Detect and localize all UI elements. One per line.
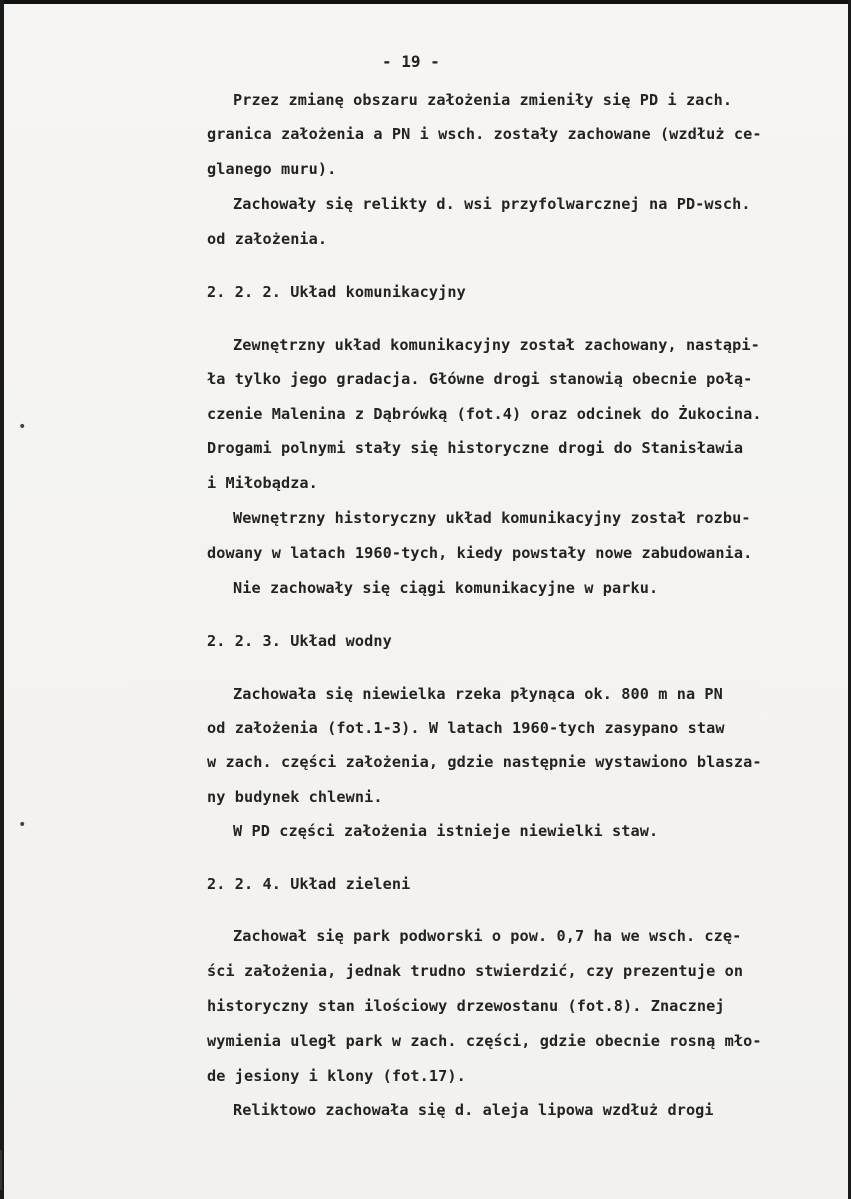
text-line: Zachowały się relikty d. wsi przyfolwarcznej na PD-wsch. (233, 195, 751, 213)
text-line: Nie zachowały się ciągi komunikacyjne w parku. (233, 579, 659, 597)
text-line: Wewnętrzny historyczny układ komunikacyjny został rozbu- (233, 509, 751, 527)
text-line: Przez zmianę obszaru założenia zmieniły się PD i zach. (233, 91, 733, 109)
text-line: ny budynek chlewni. (207, 788, 383, 806)
scan-border-left (0, 0, 4, 1199)
text-line: wymienia uległ park w zach. części, gdzie obecnie rosną mło- (207, 1032, 762, 1050)
scan-speck: • (18, 419, 27, 435)
text-line: Drogami polnymi stały się historyczne drogi do Stanisławia (207, 439, 744, 457)
text-line: od założenia (fot.1-3). W latach 1960-tych zasypano staw (207, 719, 725, 737)
scan-border-top (0, 0, 851, 4)
page-number: - 19 - (382, 52, 440, 71)
scan-edge-mark (0, 1150, 2, 1190)
text-line: granica założenia a PN i wsch. zostały zachowane (wzdłuż ce- (207, 125, 762, 143)
section-heading: 2. 2. 4. Układ zieleni (207, 875, 411, 893)
text-line: Zewnętrzny układ komunikacyjny został zachowany, nastąpi- (233, 336, 760, 354)
text-line: glanego muru). (207, 160, 337, 178)
text-line: w zach. części założenia, gdzie następnie wystawiono blasza- (207, 753, 762, 771)
text-line: Zachował się park podworski o pow. 0,7 ha we wsch. czę- (233, 927, 742, 945)
scan-speck: • (18, 817, 27, 833)
text-line: de jesiony i klony (fot.17). (207, 1067, 466, 1085)
text-line: i Miłobądza. (207, 474, 318, 492)
section-heading: 2. 2. 3. Układ wodny (207, 632, 392, 650)
text-line: dowany w latach 1960-tych, kiedy powstały nowe zabudowania. (207, 544, 753, 562)
text-line: Reliktowo zachowała się d. aleja lipowa wzdłuż drogi (233, 1101, 714, 1119)
text-line: ści założenia, jednak trudno stwierdzić, czy prezentuje on (207, 962, 744, 980)
text-line: od założenia. (207, 230, 328, 248)
text-line: W PD części założenia istnieje niewielki staw. (233, 822, 659, 840)
text-line: czenie Malenina z Dąbrówką (fot.4) oraz odcinek do Żukocina. (207, 405, 762, 423)
section-heading: 2. 2. 2. Układ komunikacyjny (207, 283, 466, 301)
text-line: historyczny stan ilościowy drzewostanu (fot.8). Znacznej (207, 997, 725, 1015)
text-line: Zachowała się niewielka rzeka płynąca ok. 800 m na PN (233, 685, 723, 703)
text-line: ła tylko jego gradacja. Główne drogi stanowią obecnie połą- (207, 370, 753, 388)
